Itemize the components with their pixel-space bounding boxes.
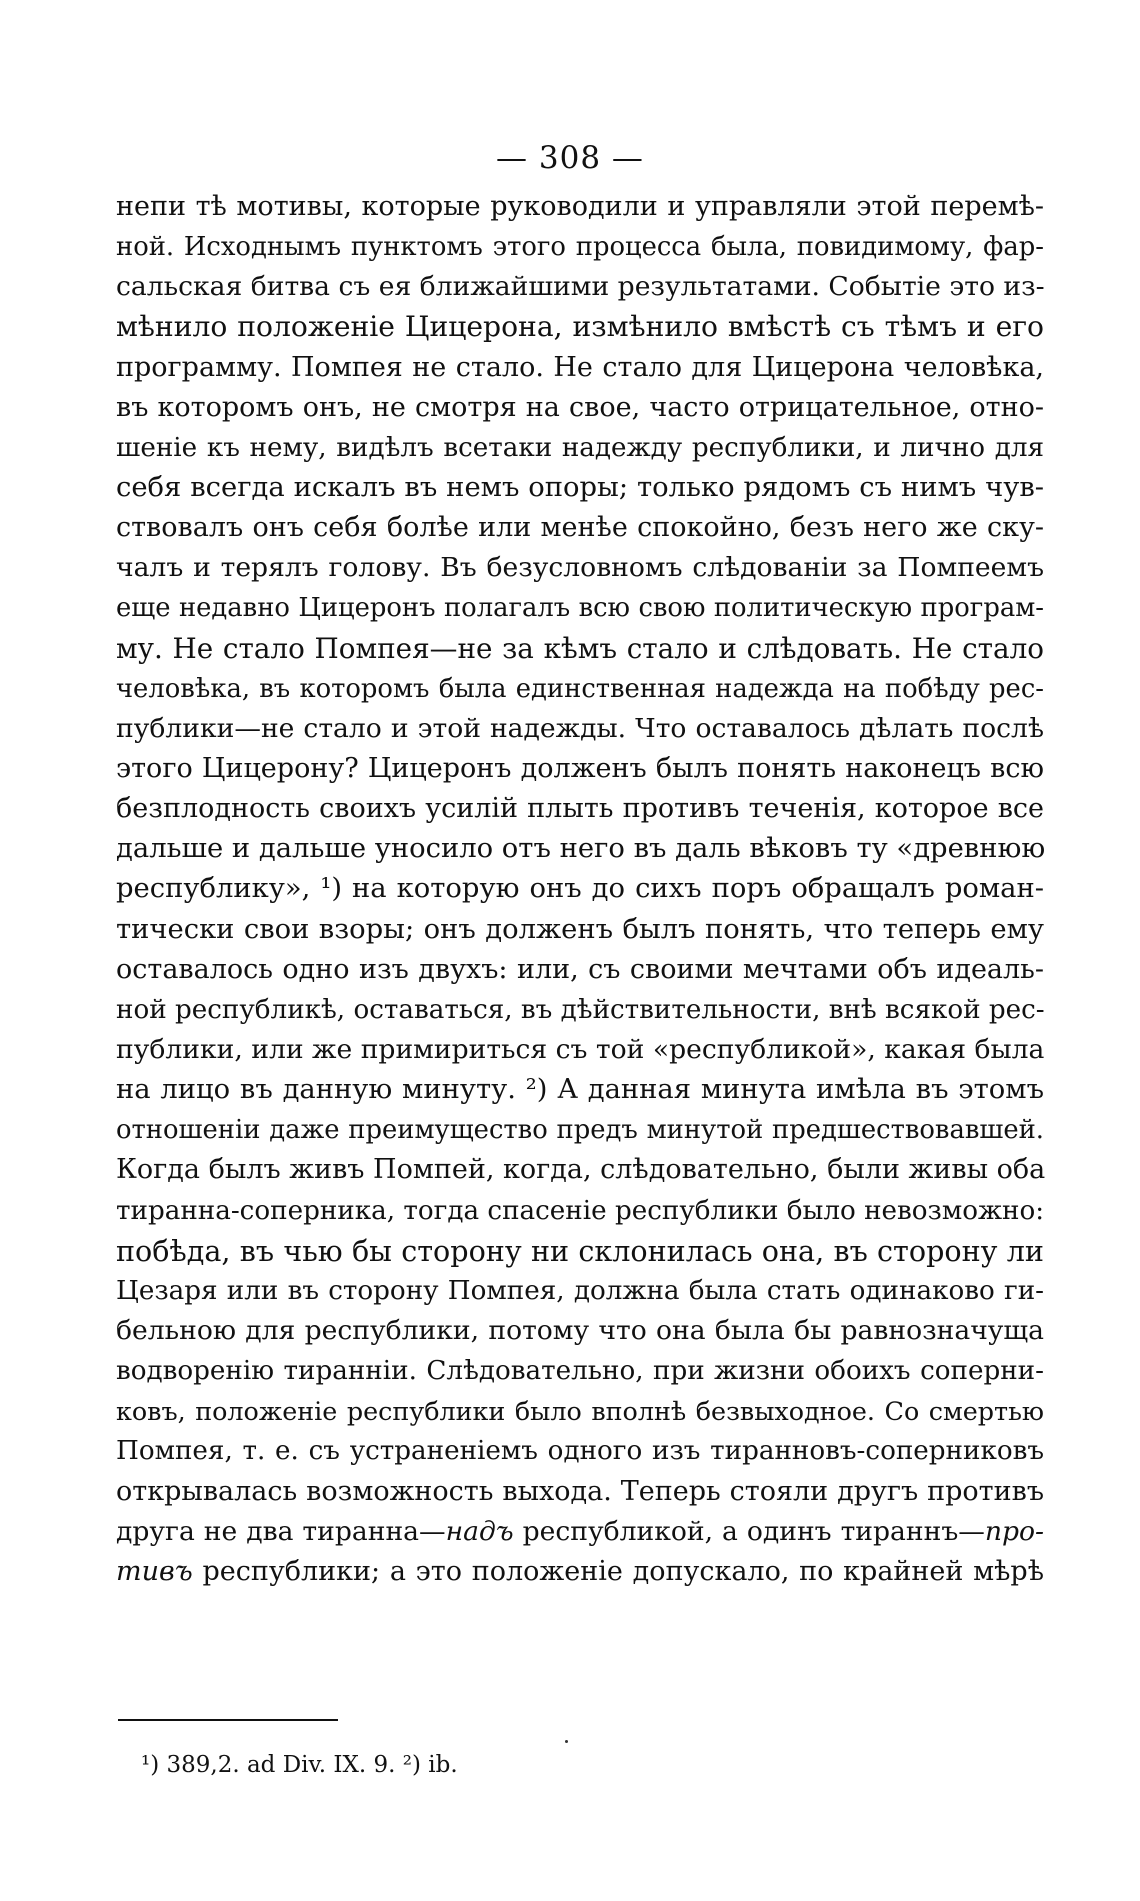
text-line: ной республикѣ, оставаться, въ дѣйствительности, внѣ всякой рес- — [116, 994, 1045, 1025]
page-number: — 308 — — [496, 140, 644, 176]
text-line-with-italics — [116, 1552, 1044, 1592]
text-line: на лицо въ данную минуту. ²) А данная минута имѣла въ этомъ — [116, 1074, 1044, 1106]
text-line: открывалась возможность выхода. Теперь стояли другъ противъ — [116, 1475, 1044, 1507]
text-line: ной. Исходнымъ пунктомъ этого процесса была, повидимому, фар- — [116, 232, 1044, 263]
text-line: водворенію тиранніи. Слѣдовательно, при жизни обоихъ соперни- — [116, 1356, 1044, 1387]
text-line: себя всегда искалъ въ немъ опоры; только рядомъ съ нимъ чув- — [116, 471, 1044, 503]
text-line: чалъ и терялъ голову. Въ безусловномъ слѣдованіи за Помпеемъ — [116, 552, 1044, 584]
text-line: Цезаря или въ сторону Помпея, должна была стать одинаково ги- — [116, 1275, 1044, 1306]
text-line: дальше и дальше уносило отъ него въ даль вѣковъ ту «древнюю — [116, 833, 1046, 865]
text-line: мѣнило положеніе Цицерона, измѣнило вмѣстѣ съ тѣмъ и его — [116, 310, 1044, 344]
text-fragment: друга не два тиранна— — [116, 1515, 446, 1547]
text-line: человѣка, въ которомъ была единственная надежда на побѣду рес- — [116, 673, 1044, 704]
text-line: сальская битва съ ея ближайшими результатами. Событіе это из- — [116, 271, 1045, 303]
text-line: публики—не стало и этой надежды. Что оставалось дѣлать послѣ — [116, 712, 1044, 744]
text-line: въ которомъ онъ, не смотря на свое, часто отрицательное, отно- — [116, 391, 1044, 423]
text-line: публики, или же примириться съ той «республикой», какая была — [116, 1033, 1045, 1065]
italic-word-tiv: тивъ — [116, 1555, 193, 1587]
text-line: безплодность своихъ усилій плыть противъ теченія, которое все — [116, 793, 1044, 825]
text-fragment: республикой, а одинъ тираннъ— — [513, 1515, 985, 1547]
text-line: Помпея, т. е. съ устраненіемъ одного изъ тиранновъ-соперниковъ — [116, 1436, 1044, 1467]
text-line: еще недавно Цицеронъ полагалъ всю свою политическую програм- — [116, 593, 1044, 624]
footnote-divider — [118, 1719, 338, 1721]
text-line: тически свои взоры; онъ долженъ былъ понять, что теперь ему — [116, 913, 1044, 945]
text-line: Когда былъ живъ Помпей, когда, слѣдовательно, были живы оба — [116, 1154, 1046, 1186]
text-line: му. Не стало Помпея—не за кѣмъ стало и слѣдовать. Не стало — [116, 631, 1044, 665]
italic-word-pro: про- — [984, 1515, 1044, 1547]
print-speck — [565, 1740, 568, 1743]
italic-word-nad: надъ — [445, 1515, 514, 1547]
text-line: непи тѣ мотивы, которые руководили и управляли этой перемѣ- — [116, 191, 1044, 222]
text-line: этого Цицерону? Цицеронъ долженъ былъ понять наконецъ всю — [116, 752, 1044, 784]
text-line: оставалось одно изъ двухъ: или, съ своими мечтами объ идеаль- — [116, 953, 1044, 985]
text-fragment: республики; а это положеніе допускало, по крайней мѣрѣ — [192, 1555, 1044, 1587]
text-line: отношеніи даже преимущество предъ минутой предшествовавшей. — [116, 1115, 1044, 1146]
text-line: ковъ, положеніе республики было вполнѣ безвыходное. Со смертью — [116, 1396, 1044, 1427]
text-line: ствовалъ онъ себя болѣе или менѣе спокойно, безъ него же ску- — [116, 512, 1044, 544]
text-line: программу. Помпея не стало. Не стало для Цицерона человѣка, — [116, 351, 1044, 383]
text-line: шеніе къ нему, видѣлъ всетаки надежду республики, и лично для — [116, 432, 1044, 463]
text-line: тиранна-соперника, тогда спасеніе республики было невозможно: — [116, 1195, 1045, 1226]
main-text — [116, 187, 1044, 1592]
footnote: ¹) 389,2. ad Div. IX. 9. ²) ib. — [141, 1752, 458, 1778]
text-line-with-italics — [116, 1512, 1044, 1552]
text-line: бельною для республики, потому что она была бы равнозначуща — [116, 1314, 1044, 1346]
text-line: побѣда, въ чью бы сторону ни склонилась она, въ сторону ли — [116, 1233, 1044, 1268]
text-line: республику», ¹) на которую онъ до сихъ поръ обращалъ роман- — [116, 873, 1044, 905]
